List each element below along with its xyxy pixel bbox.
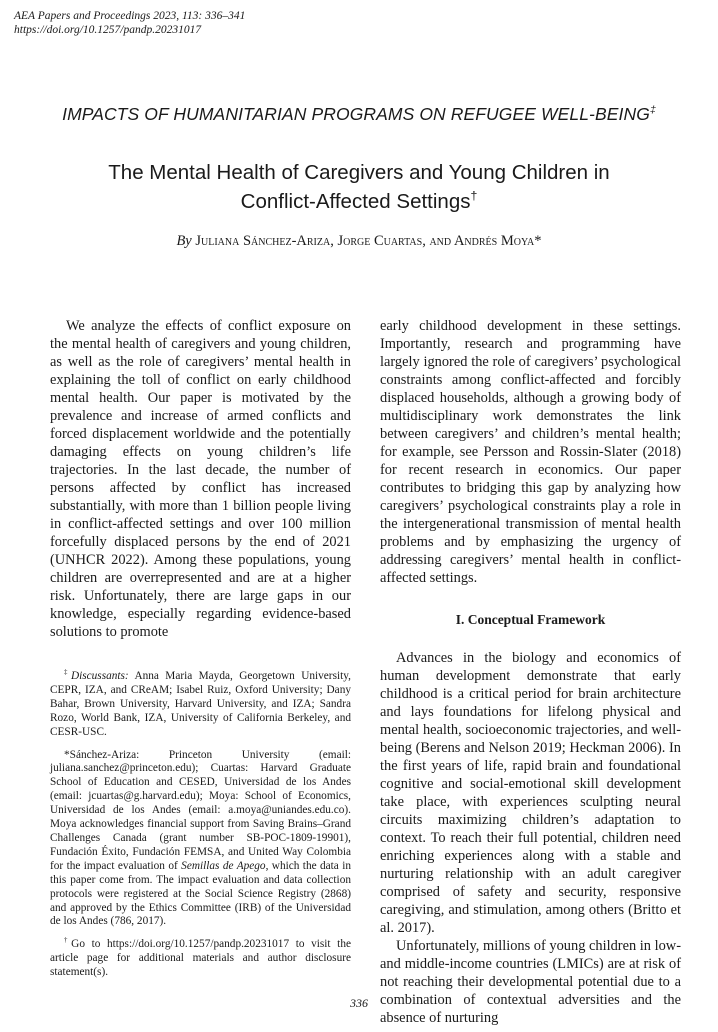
paper-title-mark: † [470,189,478,204]
journal-header [14,9,245,37]
paper-title [60,158,658,216]
footnote-text: Go to https://doi.org/10.1257/pandp.20231017 to visit the article page for additional materials and author disclosure statement(s). [50,938,351,979]
author-names: Juliana Sánchez-Ariza, Jorge Cuartas, and Andrés Moya [195,233,535,249]
footnote-text: , which the data in this paper come from. The impact evaluation and data collection protocols were registered at the Social Science Registry (2868) and approved by the Ethics Committee (IRB) of the Universidad de los Andes (786, 2017). [50,859,352,928]
body-paragraph: Advances in the biology and economics of human development demonstrate that early childhood is a critical period for brain architecture and lays foundations for lifelong physical and mental health, socioeconomic trajectories, and well-being (Berens and Nelson 2019; Heckman 2006). In the first years of life, rapid brain and foundational cognitive and social-emotional skill development take place, with experiences sculpting neural circuits maximizing children’s adaptation to context. To reach their full potential, children need enriching experiences along with a stable and nurturing relationship with an adult caregiver comprised of safety and security, responsive caregiving, and stimulation, among others (Britto et al. 2017). [380,650,681,936]
footnote-discussants [50,670,351,740]
journal-citation: AEA Papers and Proceedings 2023, 113: 336–341 [14,10,246,22]
footnote-mark: ‡ [64,669,71,677]
page-number: 336 [350,996,368,1010]
author-by: By [176,233,192,249]
footnote-text: Anna Maria Mayda, Georgetown University, CEPR, IZA, and CReAM; Isabel Ruiz, Oxford University; Dany Bahar, Brown University, Harvard University, and IZA; Sandra Rozo, World Bank, IZA, University of California Berkeley, and CESR-USC. [50,670,351,738]
series-title-mark: ‡ [649,104,656,117]
footnote-text: Sánchez-Ariza: Princeton University (email: juliana.sanchez@princeton.edu); Cuartas: Harvard Graduate School of Education and CESED, Universidad de los Andes (email: jcuartas@g.harvard.edu); Moya: School of Economics, Universidad de los Andes (email: a.moya@uniandes.edu.co). Moya acknowledges financial support from Saving Brains–Grand Challenges Canada (grant number SB-POC-1809-19901), Fundación Éxito, Fundación FEMSA, and United Way Colombia for the impact evaluation of [50,748,351,872]
body-paragraph-continued: early childhood development in these settings. Importantly, research and programming have largely ignored the role of caregivers’ psychological constraints among conflict-affected and forcibly displaced households, although a growing body of multidisciplinary work demonstrates the link between caregivers’ and children’s mental health; for example, see Persson and Rossin-Slater (2018) for recent research in economics. Our paper contributes to bridging this gap by analyzing how caregivers’ psychological constraints play a role in the intergenerational transmission of mental health problems and by emphasizing the urgency of addressing caregivers’ mental health in conflict-affected settings. [380,318,681,586]
footnotes [50,670,351,980]
footnote-mark: † [64,937,72,945]
right-column [380,317,681,1027]
series-title-text: IMPACTS OF HUMANITARIAN PROGRAMS ON REFUGEE WELL-BEING [62,104,650,124]
footnote-mark: * [64,748,70,761]
section-heading: I. Conceptual Framework [455,612,606,627]
paper-title-line2: Conflict-Affected Settings [240,190,471,213]
left-column [50,317,351,641]
footnote-label: Discussants: [70,670,129,682]
footnote-disclosure [50,938,351,980]
author-line [0,233,718,250]
abstract-paragraph: We analyze the effects of conflict exposure on the mental health of caregivers and young children, as well as the role of caregivers’ mental health in explaining the toll of conflict on early childhood mental health. Our paper is motivated by the prevalence and increase of armed conflicts and forced displacement worldwide and the potentially damaging effects on young children’s life trajectories. In the last decade, the number of persons affected by conflict has increased substantially, with more than 1 billion people living in conflict-affected settings and over 100 million forcefully displaced persons by the end of 2021 (UNHCR 2022). Among these populations, young children are overrepresented and are at a higher risk. Unfortunately, there are large gaps in our knowledge, especially regarding evidence-based solutions to promote [50,318,351,640]
doi-link[interactable]: https://doi.org/10.1257/pandp.20231017 [14,24,202,36]
series-title [0,104,718,125]
paper-title-line1: The Mental Health of Caregivers and Young Children in [108,161,610,184]
body-paragraph: Unfortunately, millions of young children in low- and middle-income countries (LMICs) are at risk of not reaching their developmental potential due to a combination of contextual adversities and the absence of nurturing [380,938,681,1026]
footnote-affiliations [50,749,351,930]
author-mark: * [534,233,542,249]
footnote-italic: Semillas de Apego [181,859,266,872]
